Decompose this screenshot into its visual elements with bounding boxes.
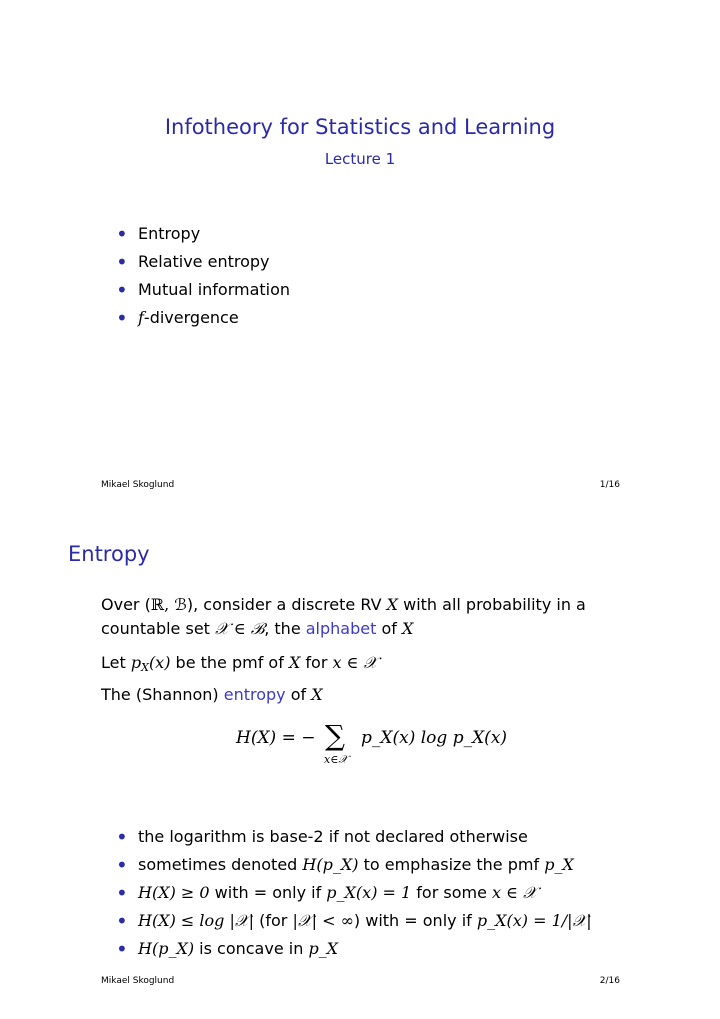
footer-author: Mikael Skoglund [101, 480, 175, 490]
sum-index: x∈𝒳 [324, 753, 348, 766]
property-list [116, 823, 592, 963]
presentation-title: Infotheory for Statistics and Learning [164, 115, 556, 139]
property-item: • H(X) ≥ 0 with = only if p_X(x) = 1 for some x ∈ 𝒳 [116, 879, 592, 907]
paragraph-line: Over (ℝ, ℬ), consider a discrete RV X with all probability in a [101, 595, 586, 614]
equation-rhs: p_X(x) log p_X(x) [361, 728, 508, 748]
paragraph-line: The (Shannon) entropy of X [101, 685, 323, 704]
paragraph-line: countable set 𝒳 ∈ ℬ, the alphabet of X [101, 619, 414, 638]
entropy-equation [0, 719, 720, 769]
property-item: • H(X) ≤ log |𝒳| (for |𝒳| < ∞) with = only if p_X(x) = 1/|𝒳| [116, 907, 592, 935]
presentation-subtitle: Lecture 1 [324, 150, 396, 168]
paragraph-line: Let $p_X(x)$ be the pmf of X for x ∈ 𝒳 [101, 653, 378, 674]
frame-title: Entropy [68, 542, 150, 566]
footer-author: Mikael Skoglund [101, 976, 175, 986]
outline-list [116, 220, 290, 332]
outline-item-text: -divergence [143, 308, 239, 327]
equation-lhs: H(X) = − [236, 728, 316, 748]
slide-1 [0, 0, 720, 509]
property-item: • the logarithm is base-2 if not declared otherwise [116, 823, 592, 851]
f-symbol: f [138, 308, 144, 327]
outline-item: • Relative entropy [116, 248, 290, 276]
sum-symbol: ∑ [325, 719, 345, 752]
footer-page-number: 2/16 [599, 976, 620, 986]
slide-2 [0, 509, 720, 1019]
alphabet-term: alphabet [305, 619, 377, 638]
property-item: • sometimes denoted H(p_X) to emphasize the pmf p_X [116, 851, 592, 879]
outline-item: • Entropy [116, 220, 290, 248]
outline-item: • Mutual information [116, 276, 290, 304]
footer-page-number: 1/16 [599, 480, 620, 490]
property-item: • H(p_X) is concave in p_X [116, 935, 592, 963]
outline-item [116, 304, 290, 332]
entropy-term: entropy [223, 685, 286, 704]
